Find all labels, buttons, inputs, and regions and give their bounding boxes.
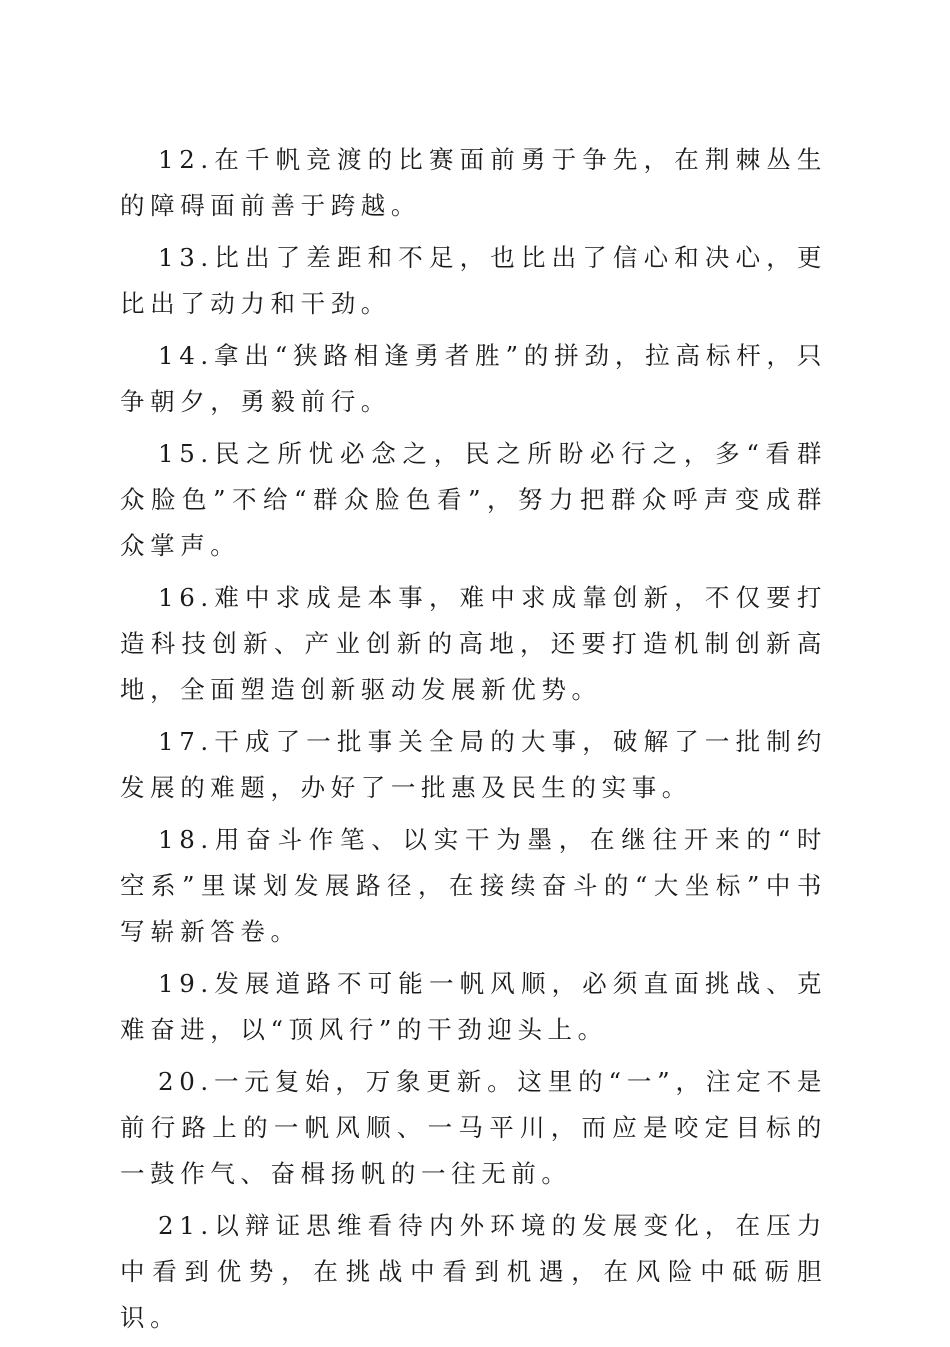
paragraph-19: 19.发展道路不可能一帆风顺，必须直面挑战、克难奋进，以“顶风行”的干劲迎头上。 bbox=[120, 969, 827, 1044]
paragraph-13: 13.比出了差距和不足，也比出了信心和决心，更比出了动力和干劲。 bbox=[120, 243, 827, 318]
paragraph-16: 16.难中求成是本事，难中求成靠创新，不仅要打造科技创新、产业创新的高地，还要打造机制创新高地，全面塑造创新驱动发展新优势。 bbox=[120, 583, 827, 704]
paragraph-15: 15.民之所忧必念之，民之所盼必行之，多“看群众脸色”不给“群众脸色看”，努力把群众呼声变成群众掌声。 bbox=[120, 439, 827, 560]
paragraph-12: 12.在千帆竞渡的比赛面前勇于争先，在荆棘丛生的障碍面前善于跨越。 bbox=[120, 145, 827, 220]
paragraph-14: 14.拿出“狭路相逢勇者胜”的拼劲，拉高标杆，只争朝夕，勇毅前行。 bbox=[120, 341, 827, 416]
paragraph-21: 21.以辩证思维看待内外环境的发展变化，在压力中看到优势，在挑战中看到机遇，在风险中砥砺胆识。 bbox=[120, 1211, 827, 1332]
paragraph-17: 17.干成了一批事关全局的大事，破解了一批制约发展的难题，办好了一批惠及民生的实事。 bbox=[120, 727, 827, 802]
document-body bbox=[120, 137, 827, 1347]
paragraph-20: 20.一元复始，万象更新。这里的“一”，注定不是前行路上的一帆风顺、一马平川，而应是咬定目标的一鼓作气、奋楫扬帆的一往无前。 bbox=[120, 1067, 827, 1188]
paragraph-18: 18.用奋斗作笔、以实干为墨，在继往开来的“时空系”里谋划发展路径，在接续奋斗的“大坐标”中书写崭新答卷。 bbox=[120, 825, 827, 946]
